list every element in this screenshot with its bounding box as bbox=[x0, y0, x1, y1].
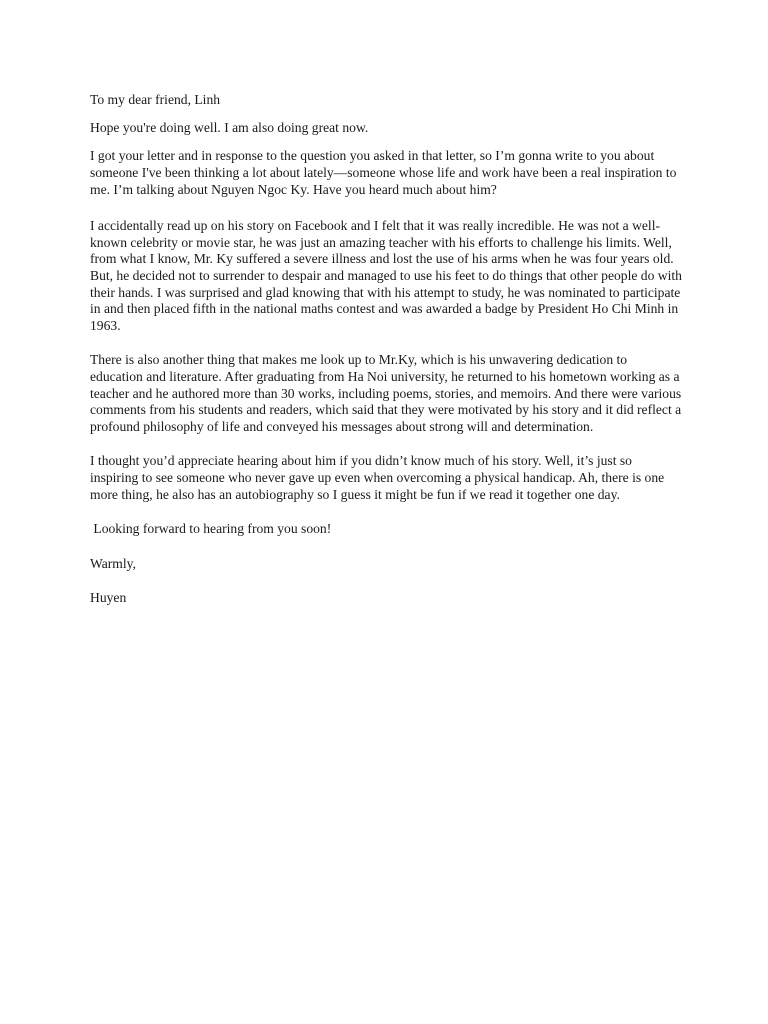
paragraph-story: I accidentally read up on his story on Facebook and I felt that it was really incredible. He was not a well-known celebrity or movie star, he was just an amazing teacher with his efforts to challenge his limits. Well, from what I know, Mr. Ky suffered a severe illness and lost the use of his arms when he was four years old. But, he decided not to surrender to despair and managed to use his feet to do things that other people do with their hands. I was surprised and glad knowing that with his attempt to study, he was nominated to participate in and then placed fifth in the national maths contest and was awarded a badge by President Ho Chi Minh in 1963. bbox=[90, 218, 682, 333]
letter-document bbox=[90, 92, 682, 607]
paragraph-conclusion: I thought you’d appreciate hearing about him if you didn’t know much of his story. Well, it’s just so inspiring to see someone who never gave up even when overcoming a physical handicap. Ah, there is one more thing, he also has an autobiography so I guess it might be fun if we read it together one day. bbox=[90, 453, 665, 502]
paragraph-greeting: Hope you're doing well. I am also doing great now. bbox=[90, 119, 369, 135]
paragraph-dedication: There is also another thing that makes me look up to Mr.Ky, which is his unwavering dedication to education and literature. After graduating from Ha Noi university, he returned to his hometown working as a teacher and he authored more than 30 works, including poems, stories, and memoirs. And there were various comments from his students and readers, which said that they were motivated by his story and it did reflect a profound philosophy of life and conveyed his messages about strong will and determination. bbox=[90, 352, 682, 434]
closing: Warmly, bbox=[90, 555, 136, 571]
signature: Huyen bbox=[90, 590, 127, 606]
paragraph-looking-forward: Looking forward to hearing from you soon! bbox=[90, 521, 332, 537]
salutation: To my dear friend, Linh bbox=[90, 92, 221, 107]
paragraph-introduction: I got your letter and in response to the question you asked in that letter, so I’m gonna write to you about someone I've been thinking a lot about lately—someone whose life and work have been a real inspiration to me. I’m talking about Nguyen Ngoc Ky. Have you heard much about him? bbox=[90, 148, 677, 198]
